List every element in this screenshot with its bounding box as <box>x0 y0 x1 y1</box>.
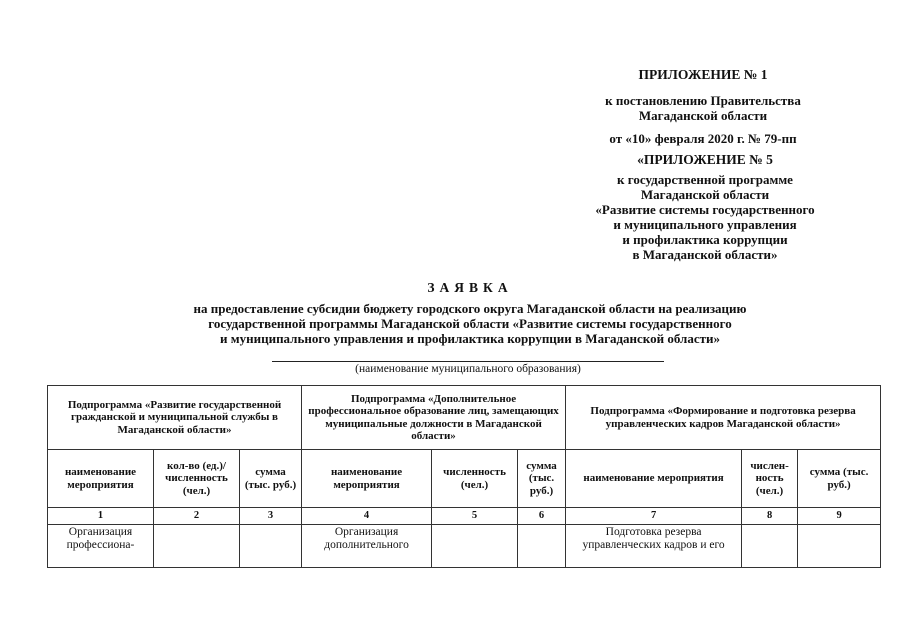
column-number: 7 <box>566 508 742 525</box>
column-number: 4 <box>302 508 432 525</box>
request-table <box>47 385 881 568</box>
municipality-fill-line <box>272 361 664 362</box>
column-header: численность (чел.) <box>432 450 518 508</box>
subprogram-header-row <box>48 386 881 450</box>
table-cell: Подготовка резерва управленческих кадров и его <box>566 525 742 568</box>
column-number: 1 <box>48 508 154 525</box>
column-header: наименование мероприятия <box>566 450 742 508</box>
table-cell <box>518 525 566 568</box>
column-header: кол-во (ед.)/ численность (чел.) <box>154 450 240 508</box>
description-line: на предоставление субсидии бюджету городского округа Магаданской области на реализацию <box>193 301 747 316</box>
column-header-row <box>48 450 881 508</box>
column-header: сумма (тыс. руб.) <box>798 450 881 508</box>
appendix-5-title: «ПРИЛОЖЕНИЕ № 5 <box>637 152 773 167</box>
table-cell <box>798 525 881 568</box>
subprogram-3-header: Подпрограмма «Формирование и подготовка резерва управленческих кадров Магаданской области» <box>566 386 881 450</box>
subprogram-1-header: Подпрограмма «Развитие государственной гражданской и муниципальной службы в Магаданской области» <box>48 386 302 450</box>
column-header: числен-ность (чел.) <box>742 450 798 508</box>
column-number-row <box>48 508 881 525</box>
appendix-5-line: «Развитие системы государственного <box>595 202 815 217</box>
column-number: 8 <box>742 508 798 525</box>
table-cell: Организация профессиона- <box>48 525 154 568</box>
appendix-5-line: к государственной программе <box>617 172 793 187</box>
table-cell: Организация дополнительного <box>302 525 432 568</box>
document-description <box>100 301 840 346</box>
document-title: ЗАЯВКА <box>427 280 513 295</box>
column-header: наименование мероприятия <box>302 450 432 508</box>
appendix-5-line: Магаданской области <box>640 187 770 202</box>
description-line: и муниципального управления и профилактика коррупции в Магаданской области» <box>220 331 720 346</box>
appendix-5-line: в Магаданской области» <box>632 247 778 262</box>
column-number: 6 <box>518 508 566 525</box>
column-number: 2 <box>154 508 240 525</box>
table-cell <box>240 525 302 568</box>
column-number: 5 <box>432 508 518 525</box>
table-row <box>48 525 881 568</box>
column-header: наименование мероприятия <box>48 450 154 508</box>
column-header: сумма (тыс. руб.) <box>240 450 302 508</box>
appendix-1-line: от «10» февраля 2020 г. № 79-пп <box>609 131 797 146</box>
appendix-1-line: Магаданской области <box>638 108 768 123</box>
description-line: государственной программы Магаданской области «Развитие системы государственного <box>208 316 732 331</box>
subprogram-2-header: Подпрограмма «Дополнительное профессиональное образование лиц, замещающих муниципальные должности в Магаданской области» <box>302 386 566 450</box>
column-number: 9 <box>798 508 881 525</box>
column-number: 3 <box>240 508 302 525</box>
appendix-5-line: и муниципального управления <box>613 217 797 232</box>
municipality-caption: (наименование муниципального образования) <box>355 363 581 375</box>
table-cell <box>742 525 798 568</box>
appendix-1-title: ПРИЛОЖЕНИЕ № 1 <box>638 67 768 82</box>
table-cell <box>154 525 240 568</box>
table-cell <box>432 525 518 568</box>
appendix-1-line: к постановлению Правительства <box>605 93 801 108</box>
appendix-5-header <box>560 152 850 262</box>
column-header: сумма (тыс. руб.) <box>518 450 566 508</box>
appendix-1-header <box>588 67 818 146</box>
appendix-5-line: и профилактика коррупции <box>622 232 788 247</box>
